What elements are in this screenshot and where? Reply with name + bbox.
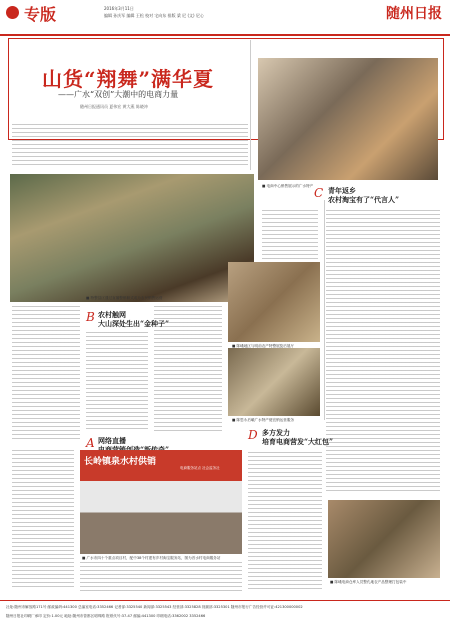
section-mark-c: C bbox=[314, 186, 324, 200]
text-block-c1 bbox=[262, 210, 318, 260]
text-block-c2 bbox=[326, 210, 440, 492]
header-rule bbox=[0, 34, 450, 36]
newspaper-logo: 随州日报 bbox=[386, 6, 442, 22]
caption-photo-c: ■ 陈峨地区与明前农产特整展览后展厅 bbox=[232, 344, 295, 348]
editor-line: 编辑 孙庆军 编辑 王松 校对 宅向东 排版 梁 尼 (文) 尼心 bbox=[104, 13, 204, 18]
section-title-d: 多方发力 培育电商营发“大红包” bbox=[262, 428, 334, 446]
section-title-c: 青年返乡 农村淘宝有了“代言人” bbox=[328, 186, 400, 204]
section-title-b: 农村触网 大山深处生出“金种子” bbox=[98, 310, 170, 328]
caption-photo-e: ■ 广水市四十个重点项目村，配中38个村建有乡村淘宝服务站，图为首水村电商服务站 bbox=[82, 556, 221, 560]
sub-headline: ——广水“双创”大潮中的电商力量 bbox=[58, 90, 179, 99]
caption-photo-b: ■ 特整县区通过直播整销橱式成为农民销售运营 bbox=[86, 296, 163, 300]
photo-warehouse-packing bbox=[328, 500, 440, 578]
text-block-d1 bbox=[248, 452, 322, 592]
caption-photo-f: ■ 陈峨电商仓库人员整孔地农产品整理打包装中 bbox=[330, 580, 407, 584]
text-block-b2 bbox=[86, 332, 148, 432]
caption-photo-d: ■ 陈思永后峨广水特产便宜销运营服务 bbox=[232, 418, 295, 422]
caption-photo-a: ■ 电商中心销售展示的广水特产 bbox=[262, 184, 314, 188]
photo-service-counter bbox=[228, 348, 320, 416]
footer-line-1: 社址:随州市解放路171号 邮政编码:441300 总编室电话:3352466 记者部:3325540 新闻部:3325543 经营部:3325828 视频部:3325301 随州市报行广告经营许可证:421300000002 bbox=[6, 605, 303, 609]
text-block-a1 bbox=[12, 450, 74, 590]
section-label: 专版 bbox=[24, 5, 57, 24]
sign-line-2: 电商服务站点 社会监务社 bbox=[180, 466, 220, 470]
byline: 随州日报通讯员 夏伟宏 黄大燕 陈晓冲 bbox=[80, 104, 148, 109]
section-badge-icon bbox=[6, 6, 19, 19]
section-mark-d: D bbox=[248, 428, 258, 442]
date-line: 2016年3月11日 bbox=[104, 6, 134, 11]
intro-text-block bbox=[12, 124, 248, 168]
text-block-b3 bbox=[154, 306, 222, 432]
footer-rule bbox=[0, 600, 450, 601]
section-mark-b: B bbox=[86, 310, 95, 324]
text-block-b1 bbox=[12, 306, 80, 442]
photo-exhibition bbox=[228, 262, 320, 342]
divider-2 bbox=[324, 200, 325, 420]
photo-local-products bbox=[258, 58, 438, 180]
footer-line-2: 随州日报社印刷厂承印 定价:1.00元 地址:随州市曾都区明珠路 报纸代号:37-47 邮编:441300 印刷电话:3362002 3352466 bbox=[6, 614, 206, 618]
sign-line-1: 长岭镇泉水村供销 bbox=[84, 457, 157, 467]
main-headline: 山货“翔舞”满华夏 bbox=[42, 67, 215, 91]
divider-1 bbox=[250, 40, 251, 170]
section-mark-a: A bbox=[86, 436, 95, 450]
photo-market-hall bbox=[10, 174, 254, 302]
section-title-a: 网络直播 bbox=[98, 436, 126, 445]
text-block-a2 bbox=[80, 562, 242, 592]
